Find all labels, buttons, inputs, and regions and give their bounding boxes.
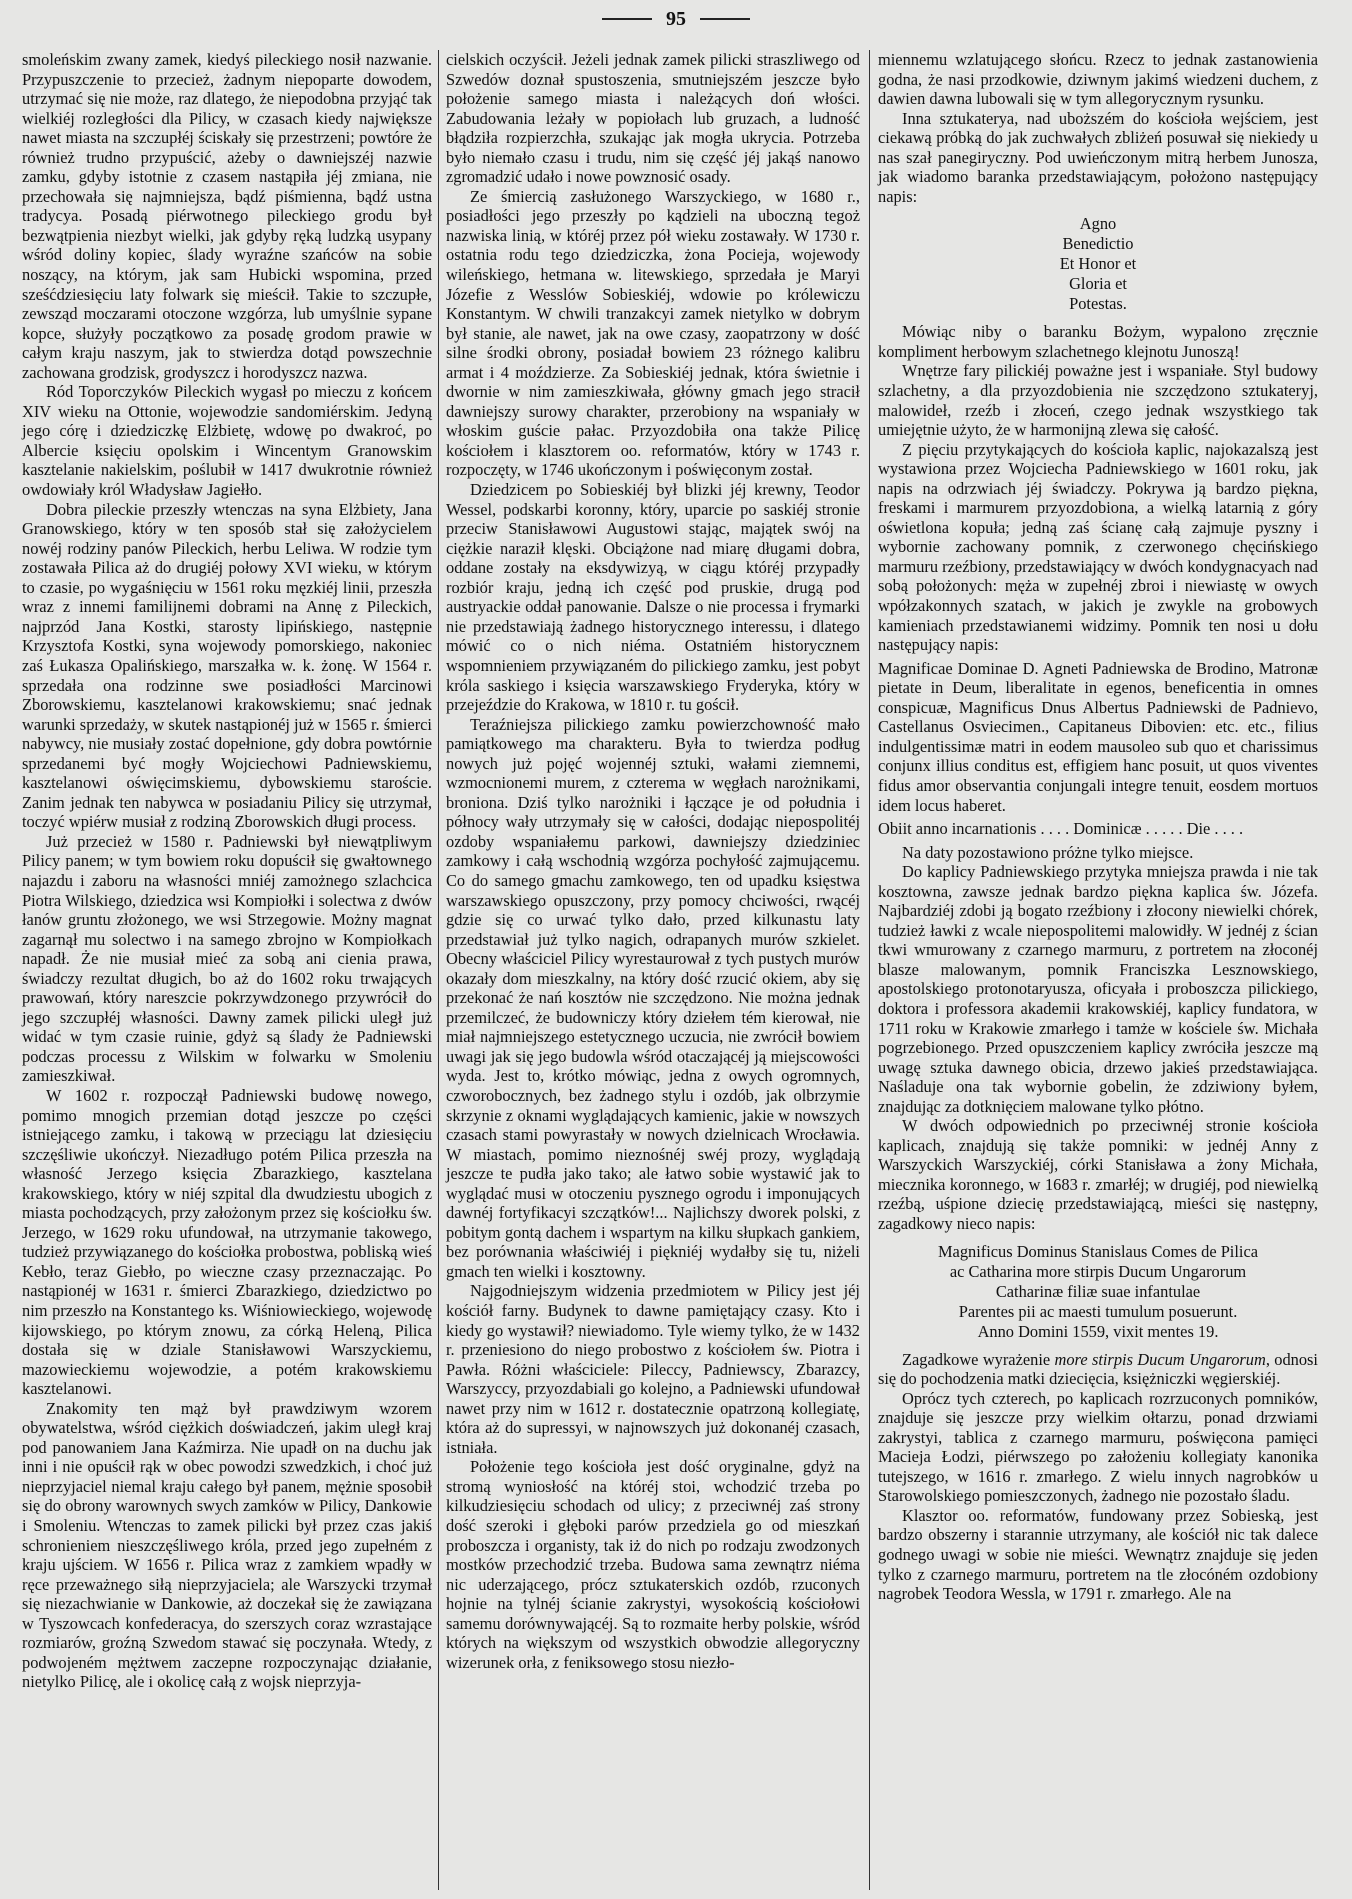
inscription-line: Parentes pii ac maesti tumulum posuerunt. — [958, 1301, 1238, 1321]
inscription — [878, 1242, 1318, 1342]
paragraph: Już przecież w 1580 r. Padniewski był niewątpliwym Pilicy panem; w tym bowiem roku dopuścił się gwałtownego najazdu i zaboru na własności mniéj zamożnego szlachcica Piotra Wilskiego, dziedzica wsi Kompiołki i solectwa z dwów łanów gruntu złożonego, we wsi Strzegowie. Możny magnat zagarnął mu solectwo i na samego zbrojno w Kompiołkach napadł. Że nie musiał mieć za sobą ani cienia prawa, świadczy rezultat długich, bo aż do 1602 roku trwających prawowań, który nareszcie pokrzywdzonego przywrócił do jego szczupłéj własności. Dawny zamek pilicki uległ już widać w tym czasie ruinie, gdyż są ślady że Padniewski podczas processu z Wilskim w folwarku w Smoleniu zamieszkiwał. — [22, 831, 432, 1086]
text-column-2 — [446, 50, 860, 1672]
paragraph: Na daty pozostawiono próżne tylko miejsce. — [902, 842, 1194, 862]
latin-epitaph: Obiit anno incarnationis . . . . Dominicæ . . . . . Die . . . . — [878, 819, 1244, 839]
paragraph: Inna sztukaterya, nad uboższém do kościoła wejściem, jest ciekawą próbką do jak zuchwałych zbliżeń posuwał się niekiedy u nas szał panegiryczny. Pod uwieńczonym mitrą herbem Junosza, jak wiadomo baranka przedstawiającym, położono następujący napis: — [878, 108, 1318, 206]
column-divider — [869, 50, 870, 1890]
text-run: Zagadkowe wyrażenie — [902, 1349, 1055, 1369]
paragraph: Ze śmiercią zasłużonego Warszyckiego, w 1680 r., posiadłości jego przeszły po kądzieli na uboczną tegoż nazwiska linią, w któréj przez pół wieku zostawały. W 1730 r. ostatnia rodu tego dziedziczka, żona Pocieja, wojewody wileńskiego, hetmana w. litewskiego, sprzedała je Maryi Józefie z Wesslów Sobieskiéj, wdowie po królewiczu Konstantym. W chwili tranzakcyi zamek nietylko w dobrym był stanie, ale nawet, jak na owe czasy, zaopatrzony w dość silne środki obrony, posiadał bowiem 23 różnego kalibru armat i 4 moździerze. Za Sobieskiéj jednak, która świetnie i dwornie w nim zamieszkiwała, główny gmach jego stracił dawniejszy surowy charakter, przerobiony na wspaniały w włoskim guście pałac. Przyozdobiła ona także Pilicę kościołem i klasztorem oo. reformatów, który w 1743 r. rozpoczęty, w 1746 ukończonym i poświęconym został. — [446, 186, 860, 480]
inscription-line: ac Catharina more stirpis Ducum Ungarorum — [949, 1261, 1247, 1281]
latin-epitaph: Magnificae Dominae D. Agneti Padniewska de Brodino, Matronæ pietate in Deum, liberalitate in egenos, beneficentia in omnes conspicuæ, Magnificus Dnus Albertus Padniewski de Padnievo, Castellanus Osviecimen., Capitaneus Dibovien: etc. etc., filius indulgentissimæ matri in eodem mausoleo sub quo et charissimus conjunx illius conditus est, effigiem hanc posuit, ut quos viventes fidus amor observantia conjungali integre tenuit, eosdem mortuos idem locus haberet. — [878, 658, 1318, 815]
page-number: 95 — [666, 7, 686, 30]
inscription-line: Agno — [1079, 214, 1117, 234]
paragraph — [878, 1350, 1318, 1389]
inscription-line: Gloria et — [1069, 274, 1127, 294]
paragraph: cielskich oczyścił. Jeżeli jednak zamek pilicki straszliwego od Szwedów doznał spustoszenia, smutniejszém jeszcze było położenie samego miasta i należących doń włości. Zabudowania leżały w popiołach lub gruzach, a ludność błądziła rozpierzchła, szukając jak mogła ukrycia. Potrzeba było niemało czasu i trudu, nim się część jéj jakąś nanowo zgromadzić udało i nowe powznosić osady. — [446, 50, 860, 187]
inscription-line: Anno Domini 1559, vixit mentes 19. — [977, 1321, 1219, 1341]
paragraph: Dziedzicem po Sobieskiéj był blizki jéj krewny, Teodor Wessel, podskarbi koronny, który, uparcie po saskiéj stronie przeciw Stanisławowi Augustowi stając, majątek swój na ciężkie naraził klęski. Obciążone nad miarę długami dobra, oddane zostały na eksdywizyą, w ciągu któréj przypadły rozbiór kraju, jedną ich część pod pruskie, drugą pod austryackie oddał panowanie. Dalsze o nie processa i frymarki nie przedstawiają żadnego historycznego interessu, i dlatego mówić co o nich niéma. Ostatniém historycznem wspomnieniem przywiązaném do pilickiego zamku, jest pobyt króla saskiego i księcia warszawskiego Fryderyka, który w przejeździe do Krakowa, w 1810 r. tu gościł. — [446, 480, 860, 715]
paragraph: Teraźniejsza pilickiego zamku powierzchowność mało pamiątkowego ma charakteru. Była to twierdza podług nowych już pojęć wojennéj sztuki, wałami ziemnemi, wzmocnionemi murem, z czterema w węgłach narożnikami, broniona. Dziś tylko narożniki i łączące je od południa i północy wały utrzymały się w całości, dodając niepospolitéj ozdoby wspaniałemu parkowi, dawniejszy dziedziniec zamkowy i całą wschodnią wzgórza pochyłość zajmującemu. Co do samego gmachu zamkowego, ten od upadku księstwa warszawskiego opuszczony, przy pomocy chciwości, rwącéj gdzie się co urwać tylko dało, przed kilkunastu laty przedstawiał już tylko nagich, odrapanych murów szkielet. Obecny właściciel Pilicy wyrestaurował z tych pustych murów okazały dom mieszkalny, na który dość rzucić okiem, aby się przekonać że nań kosztów nie szczędzono. Nie można jednak przemilczeć, że budowniczy który dziełem tém kierował, nie miał najmniejszego estetycznego uczucia, nie zwrócił bowiem uwagi jak się jego budowla wśród otaczającéj ją miejscowości wyda. Jest to, krótko mówiąc, jedna z owych ogromnych, czworobocznych, bez żadnego stylu i ozdób, jak olbrzymie skrzynie z oknami wyglądających kamienic, jakie w nowszych czasach stami powyrastały w nowych dzielnicach Wrocławia. W miastach, pomimo nieznośnéj swéj prozy, wyglądają jeszcze te pudła jako tako; ale łatwo sobie wystawić jak to wyglądać musi w otoczeniu pysznego ogrodu i imponujących dawnéj fortyfikacyi szczątków!... Najlichszy dworek polski, z pobitym gontą dachem i wspartym na kilku słupkach gankiem, bez porównania właściwiéj i piękniéj wydałby się tu, niżeli gmach ten wielki i kosztowny. — [446, 714, 860, 1281]
paragraph: Mówiąc niby o baranku Bożym, wypalono zręcznie kompliment herbowym szlachetnego klejnotu Junoszą! — [878, 322, 1318, 361]
paragraph: miennemu wzlatującego słońcu. Rzecz to jednak zastanowienia godna, że nasi przodkowie, dziwnym jakimś wiedzeni duchem, z dawien dawna lubowali się w tym allegorycznym rysunku. — [878, 50, 1318, 109]
paragraph: Z pięciu przytykających do kościoła kaplic, najokazalszą jest wystawiona przez Wojciecha Padniewskiego w 1601 roku, jak napis na odrzwiach jéj świadczy. Pokrywa ją bardzo piękna, freskami i marmurem przyozdobiona, a wielką latarnią z góry oświetlona kopuła; jedną zaś ścianę całą zajmuje pyszny i wybornie zachowany pomnik, z czerwonego chęcińskiego marmuru rzeźbiony, przedstawiający w dwóch kondygnacyach nad sobą położonych: męża w zupełnéj zbroi i niewiastę w owych wpółzakonnych szatach, w jakich je zwykle na grobowych kamieniach przedstawianemi widzimy. Pomnik ten nosi u dołu następujący napis: — [878, 439, 1318, 655]
inscription-line: Potestas. — [1069, 294, 1127, 314]
italic-phrase: more stirpis Ducum Ungarorum — [1054, 1349, 1266, 1369]
paragraph: Znakomity ten mąż był prawdziwym wzorem obywatelstwa, wśród ciężkich doświadczeń, jakim uległ kraj pod panowaniem Jana Kaźmirza. Nie upadł on na duchu jak inni i nie opuścił rąk w obec powodzi szwedzkich, i choć już nieprzyjaciel niemal kraju całego był panem, mężnie sposobił się do obrony warownych swych zamków w Pilicy, Dankowie i Smoleniu. Wtenczas to zamek pilicki był przez czas jakiś schronieniem nieszczęśliwego króla, przed jego zupełném z kraju ujściem. W 1656 r. Pilica wraz z zamkiem wpadły w ręce przeważnego siłą nieprzyjaciela; ale Warszycki trzymał się niezachwianie w Dankowie, aż doczekał się że zawiązana w Tyszowcach konfederacya, do szerszych coraz wzrastające rozmiarów, groźną Szwedom stawać się poczynała. Wtedy, z podwojeném mężtwem zaczepne rozpoczynając działanie, nietylko Pilicę, ale i okolicę całą z wojsk nieprzyja- — [22, 1398, 432, 1692]
paragraph: W 1602 r. rozpoczął Padniewski budowę nowego, pomimo mnogich przemian dotąd jeszcze po części istniejącego zamku, i takową w przeciągu lat dziesięciu szczęśliwie ukończył. Niezadługo potém Pilica przeszła na własność Jerzego księcia Zbarazkiego, kasztelana krakowskiego, który w niéj szpital dla dwudziestu ubogich z miasta pochodzących, przy założonym przez się kościołku św. Jerzego, w 1629 roku ufundował, na utrzymanie takowego, tudzież przywiązanego do kościołka probostwa, pobliską wieś Kebło, teraz Giebło, po wieczne czasy przeznaczając. Po nastąpionéj w 1631 r. śmierci Zbarazkiego, dziedzictwo po nim przeszło na Konstantego ks. Wiśniowieckiego, wojewodę kijowskiego, po którym znowu, za córką Heleną, Pilica dostała się w dziale Stanisławowi Warszyckiemu, mazowieckiemu wojewodzie, a potém krakowskiemu kasztelanowi. — [22, 1085, 432, 1399]
inscription-line: Et Honor et — [1059, 254, 1137, 274]
header-rule-left — [602, 18, 652, 20]
column-divider — [438, 50, 439, 1890]
paragraph: Najgodniejszym widzenia przedmiotem w Pilicy jest jéj kościół farny. Budynek to dawne pamiętający czasy. Kto i kiedy go wystawił? niewiadomo. Tyle wiemy tylko, że w 1432 r. przeniesiono do niego probostwo z kościołem św. Piotra i Pawła. Różni właściciele: Pileccy, Padniewscy, Zbarazcy, Warszyccy, przyozdabiali go kolejno, a Padniewski ufundował nawet przy nim w 1612 r. dostatecznie opatrzoną kollegiatę, która aż do supressyi, w najnowszych już dokonanéj czasach, istniała. — [446, 1281, 860, 1457]
header-rule-right — [700, 18, 750, 20]
inscription — [878, 214, 1318, 314]
paragraph: W dwóch odpowiednich po przeciwnéj stronie kościoła kaplicach, znajdują się także pomniki: w jednéj Anny z Warszyckich Warszyckiéj, córki Stanisława a żony Michała, miecznika koronnego, w 1683 r. zmarłéj; w drugiéj, pod niewielką rzeźbą, uśpione dziecię przedstawiającą, mieści się następny, zagadkowy nieco napis: — [878, 1116, 1318, 1233]
paragraph: Oprócz tych czterech, po kaplicach rozrzuconych pomników, znajduje się jeszcze przy wielkim ołtarzu, ponad drzwiami zakrystyi, tablica z czarnego marmuru, poświęcona pamięci Macieja Łodzi, piérwszego po założeniu kollegiaty kanonika tutejszego, w 1616 r. zmarłego. Z wielu innych nagrobków u Starowolskiego pomieszczonych, żadnego nie pozostało śladu. — [878, 1388, 1318, 1506]
paragraph: Dobra pileckie przeszły wtenczas na syna Elżbiety, Jana Granowskiego, który w ten sposób stał się założycielem nowéj rodziny panów Pileckich, herbu Leliwa. W rodzie tym zostawała Pilica aż do drugiéj połowy XVI wieku, w którym to czasie, po wygaśnięciu w 1561 roku męzkiéj linii, przeszła wraz z innemi familijnemi dobrami na Annę z Pileckich, najprzód Jana Kostki, starosty lipińskiego, następnie Krzysztofa Kostki, syna wojewody pomorskiego, nakoniec zaś Łukasza Opalińskiego, marszałka w. k. żonę. W 1564 r. sprzedała ona rodzinne swe posiadłości Marcinowi Zborowskiemu, kasztelanowi krakowskiemu; snać jednak warunki sprzedaży, w skutek nastąpionéj już w 1565 r. śmierci nabywcy, nie musiały zostać dopełnione, gdy dobra powtórnie sprzedanemi być mogły Wojciechowi Padniewskiemu, kasztelanowi oświęcimskiemu, dybowskiemu staroście. Zanim jednak ten nabywca w posiadaniu Pilicy się utrzymał, toczyć wpiérw musiał z rodziną Zborowskich długi process. — [22, 499, 432, 832]
paragraph: Położenie tego kościoła jest dość oryginalne, gdyż na stromą wyniosłość na któréj stoi, wchodzić trzeba po kilkudziesięciu schodach od ulicy; z przeciwnéj zaś strony dość szeroki i głęboki parów przedziela go od mieszkań proboszcza i organisty, tak iż do nich po rodzaju zwodzonych mostków przechodzić trzeba. Budowa sama zewnątrz niéma nic uderzającego, prócz sztukaterskich ozdób, rzuconych hojnie na tylnéj ścianie zakrystyi, wysokością kościołowi samemu dorównywającéj. Są to rozmaite herby polskie, wśród których na większym od wszystkich obwodzie allegoryczny wizerunek orła, z feniksowego stosu niezło- — [446, 1457, 860, 1672]
text-column-3 — [878, 50, 1318, 1604]
inscription-line: Catharinæ filiæ suae infantulae — [995, 1281, 1201, 1301]
text-run: , odnosi się do pochodzenia matki dziecięcia, księżniczki węgierskiéj. — [878, 1349, 1318, 1389]
paragraph: Klasztor oo. reformatów, fundowany przez Sobieską, jest bardzo obszerny i starannie utrzymany, ale kościół nic tak dalece godnego uwagi w sobie nie mieści. Wewnątrz znajduje się jeden tylko z czarnego marmuru, portretem na tle złocóném ozdobiony nagrobek Teodora Wessla, w 1791 r. zmarłego. Ale na — [878, 1505, 1318, 1604]
paragraph: Ród Toporczyków Pileckich wygasł po mieczu z końcem XIV wieku na Ottonie, wojewodzie sandomiérskim. Jedyną jego córę i dziedziczkę Elżbietę, wdowę po dwakroć, po Albercie księciu opolskim i Wincentym Granowskim kasztelanie nakielskim, poślubił w 1417 dwukrotnie również owdowiały król Władysław Jagiełło. — [22, 382, 432, 500]
paragraph: Wnętrze fary pilickiéj poważne jest i wspaniałe. Styl budowy szlachetny, a dla przyozdobienia nie szczędzono sztukateryj, malowideł, rzeźb i złoceń, czego jednak wszystkiego tak umiejętnie użyto, że w harmonijną zlewa się całość. — [878, 361, 1318, 440]
paragraph: Do kaplicy Padniewskiego przytyka mniejsza prawda i nie tak kosztowna, zawsze jednak bardzo piękna kaplica św. Józefa. Najbardziéj zdobi ją bogato rzeźbiony i złocony niewielki chórek, tudzież ławki z wcale niepospolitemi malowidły. W jednéj z ścian tkwi wmurowany z czarnego marmuru, z portretem na złoconéj blasze malowanym, pomnik Franciszka Lesznowskiego, apostolskiego protonotaryusza, oficyała i proboszcza pilickiego, doktora i professora akademii krakowskiéj, kaplicy fundatora, w 1711 roku w Krakowie zmarłego i tamże w kościele św. Michała pogrzebionego. Przed opuszczeniem kaplicy zwróciła jeszcze mą uwagę sztuka dawnego obicia, drzewo jakieś przedstawiająca. Naśladuje ona tak wybornie gobelin, że zdziwiony byłem, znajdując za dotknięciem malowane tylko płótno. — [878, 862, 1318, 1116]
page-header — [0, 4, 1352, 34]
paragraph: smoleńskim zwany zamek, kiedyś pileckiego nosił nazwanie. Przypuszczenie to przecież, żadnym niepoparte dowodem, utrzymać się nie może, raz dlatego, że niepodobna przyjąć tak wielkiéj rozległości dla Pilicy, w czasach kiedy największe nawet miasta na szczupłéj ściskały się przestrzeni; powtóre że również trudno przypuścić, ażeby o dawniejszéj nazwie zamku, gdyby istotnie z czasem nastąpiła jéj zmiana, nie przechowała się najmniejsza, bądź piśmienna, bądź ustna tradycya. Posadą piérwotnego pileckiego grodu był bezwątpienia niezbyt wielki, jak gdyby ręką ludzką usypany wśród doliny kopiec, ślady wyraźne szańców na sobie noszący, na którym, jak sam Hubicki wspomina, przed sześćdziesięciu laty folwark się mieścił. Takie to szczupłe, zewsząd moczarami otoczone wzgórza, lub umyślnie sypane kopce, służyły początkowo za posadę grodom prawie w całym kraju naszym, jak to stwierdza dotąd powszechnie zachowana grodzisk, grodyszcz i horodyszcz nazwa. — [22, 50, 432, 382]
inscription-line: Magnificus Dominus Stanislaus Comes de Pilica — [937, 1241, 1259, 1261]
text-column-1 — [22, 50, 432, 1692]
inscription-line: Benedictio — [1062, 234, 1134, 254]
